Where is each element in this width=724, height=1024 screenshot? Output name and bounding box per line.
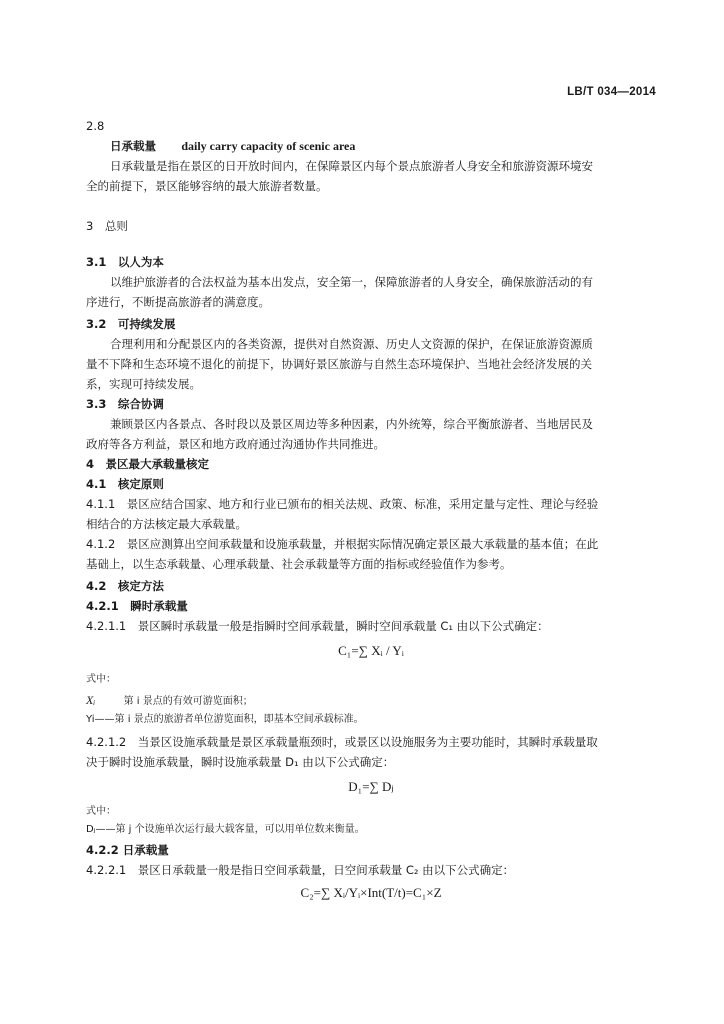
clause-4-2-2-1: 4.2.2.1 景区日承载量一般是指日空间承载量，日空间承载量 C₂ 由以下公式确定： [86,863,515,877]
clause-heading-4-2-1: 4.2.1 瞬时承载量 [86,599,188,613]
clause-number-2-8: 2.8 [86,119,105,133]
term-chinese: 日承载量 [110,139,156,153]
clause-4-1-1-line-2: 相结合的方法核定最大承载量。 [86,517,247,531]
where-label-2: 式中： [86,806,116,817]
clause-4-1-2-line-2: 基础上，以生态承载量、心理承载量、社会承载量等方面的指标或经验值作为参考。 [86,557,512,571]
term-line [110,138,355,154]
clause-4-2-1-1: 4.2.1.1 景区瞬时承载量一般是指瞬时空间承载量，瞬时空间承载量 C₁ 由以下公式确定： [86,619,549,633]
formula-d1: D₁=∑ Dⱼ [348,779,394,794]
clause-3-3-line-1: 兼顾景区内各景点、各时段以及景区周边等多种因素，内外统筹，综合平衡旅游者、当地居民及 [110,417,593,431]
clause-3-2-line-2: 量不下降和生态环境不退化的前提下，协调好景区旅游与自然生态环境保护、当地社会经济发展的关 [86,357,592,371]
variable-dj-definition: Dⱼ——第 j 个设施单次运行最大载客量，可以用单位数来衡量。 [86,824,365,835]
variable-xi-description: 第 i 景点的有效可游览面积； [123,696,253,707]
section-heading-4: 4 景区最大承载量核定 [86,457,210,471]
clause-heading-4-1: 4.1 核定原则 [86,477,164,491]
clause-3-1-line-2: 序进行，不断提高旅游者的满意度。 [86,295,270,309]
where-label-1: 式中： [86,674,116,685]
variable-xi-definition [86,692,253,710]
definition-line-2: 全的前提下，景区能够容纳的最大旅游者数量。 [86,179,328,193]
definition-line-1: 日承载量是指在景区的日开放时间内，在保障景区内每个景点旅游者人身安全和旅游资源环境安 [110,159,593,173]
variable-xi-symbol: Xᵢ [86,693,96,707]
clause-4-1-1-line-1: 4.1.1 景区应结合国家、地方和行业已颁布的相关法规、政策、标准，采用定量与定性、理论与经验 [86,497,599,511]
clause-3-3-line-2: 政府等各方利益，景区和地方政府通过沟通协作共同推进。 [86,437,385,451]
variable-yi-definition: Yi——第 i 景点的旅游者单位游览面积，即基本空间承载标准。 [86,714,364,725]
standard-number: LB/T 034—2014 [567,86,656,98]
clause-heading-3-3: 3.3 综合协调 [86,397,164,411]
clause-3-2-line-3: 系，实现可持续发展。 [86,377,201,391]
section-heading-3: 3 总则 [86,219,128,233]
formula-c2: C₂=∑ Xᵢ/Yᵢ×Int(T/t)=C₁×Z [300,885,442,900]
page-header [0,0,724,110]
clause-3-1-line-1: 以维护旅游者的合法权益为基本出发点，安全第一，保障旅游者的人身安全，确保旅游活动的有 [110,275,593,289]
clause-heading-3-2: 3.2 可持续发展 [86,317,176,331]
clause-4-1-2-line-1: 4.1.2 景区应测算出空间承载量和设施承载量，并根据实际情况确定景区最大承载量的基本值；在此 [86,537,599,551]
term-english: daily carry capacity of scenic area [181,139,356,153]
clause-4-2-1-2-line-1: 4.2.1.2 当景区设施承载量是景区承载量瓶颈时，或景区以设施服务为主要功能时，其瞬时承载量取 [86,735,598,749]
clause-4-2-1-2-line-2: 决于瞬时设施承载量，瞬时设施承载量 D₁ 由以下公式确定： [86,755,395,769]
formula-c1: C₁=∑ Xᵢ / Yᵢ [338,643,404,658]
clause-heading-4-2-2: 4.2.2 日承载量 [86,843,169,857]
clause-3-2-line-1: 合理利用和分配景区内的各类资源，提供对自然资源、历史人文资源的保护，在保证旅游资源质 [110,337,593,351]
clause-heading-3-1: 3.1 以人为本 [86,255,164,269]
clause-heading-4-2: 4.2 核定方法 [86,579,164,593]
